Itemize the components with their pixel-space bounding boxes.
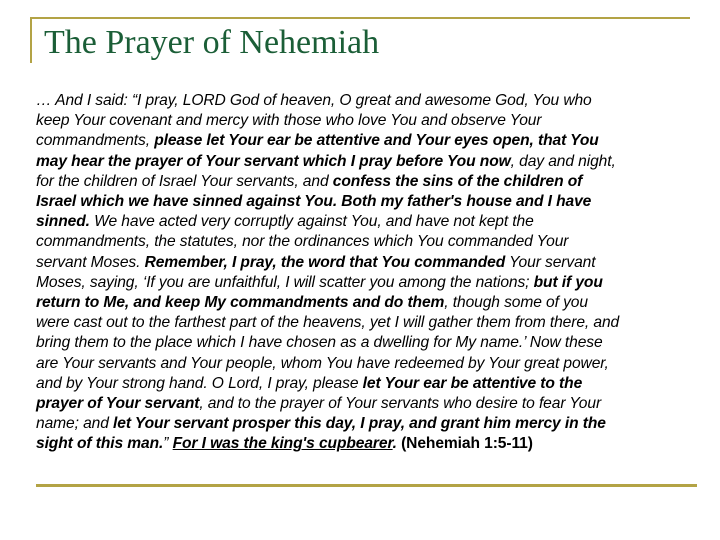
passage-text: , day and night, bbox=[510, 152, 616, 170]
top-divider bbox=[30, 17, 690, 19]
emphasis-text: sinned. bbox=[36, 213, 90, 231]
emphasis-text: please let Your ear be attentive and Your eyes open, that You bbox=[154, 132, 599, 150]
emphasis-text: but if you bbox=[533, 273, 603, 291]
passage-line bbox=[36, 333, 619, 353]
bottom-divider bbox=[36, 484, 697, 487]
passage-text: ” bbox=[163, 435, 173, 453]
emphasis-text: let Your ear be attentive to the bbox=[362, 374, 583, 392]
passage-line bbox=[36, 414, 619, 434]
passage-line bbox=[36, 212, 619, 232]
passage-line bbox=[36, 394, 619, 414]
passage-text: for the children of Israel Your servants, and bbox=[36, 172, 333, 190]
passage-text: Your servant bbox=[505, 253, 596, 271]
passage-line bbox=[36, 131, 619, 151]
passage-text: , and to the prayer of Your servants who desire to fear Your bbox=[199, 395, 602, 413]
passage-line bbox=[36, 434, 619, 454]
passage-text: and by Your strong hand. O Lord, I pray, please bbox=[36, 374, 363, 392]
scripture-reference: (Nehemiah 1:5-11) bbox=[401, 435, 533, 453]
emphasis-underlined-text: For I was the king's cupbearer bbox=[172, 435, 393, 453]
passage-line bbox=[36, 293, 619, 313]
passage-text: are Your servants and Your people, whom You have redeemed by Your great power, bbox=[36, 354, 609, 372]
passage-text: Moses, saying, ‘If you are unfaithful, I will scatter you among the nations; bbox=[36, 273, 534, 291]
emphasis-text: let Your servant prosper this day, I pray, and grant him mercy in the bbox=[113, 415, 606, 433]
emphasis-text: prayer of Your servant bbox=[36, 395, 200, 413]
passage-line bbox=[36, 111, 619, 131]
passage-line bbox=[36, 253, 619, 273]
passage-text: … And I said: “I pray, LORD God of heaven, O great and awesome God, You who bbox=[36, 92, 592, 109]
passage-line bbox=[36, 192, 619, 212]
passage-line bbox=[36, 313, 619, 333]
passage-line bbox=[36, 374, 619, 394]
emphasis-text: may hear the prayer of Your servant which I pray before You now bbox=[36, 152, 511, 170]
passage-text: name; and bbox=[36, 415, 114, 433]
passage-text: servant Moses. bbox=[36, 253, 145, 271]
scripture-passage bbox=[36, 91, 619, 455]
passage-text: bring them to the place which I have chosen as a dwelling for My name.’ Now these bbox=[36, 334, 603, 352]
passage-text: commandments, the statutes, nor the ordinances which You commanded Your bbox=[36, 233, 569, 251]
passage-line bbox=[36, 152, 619, 172]
passage-line bbox=[36, 273, 619, 293]
slide-title: The Prayer of Nehemiah bbox=[44, 24, 380, 61]
emphasis-text: . bbox=[392, 435, 402, 453]
emphasis-text: return to Me, and keep My commandments and do them bbox=[36, 294, 445, 312]
passage-text: were cast out to the farthest part of the heavens, yet I will gather them from there, and bbox=[36, 314, 620, 332]
passage-text: We have acted very corruptly against You, and have not kept the bbox=[89, 213, 534, 231]
emphasis-text: Remember, I pray, the word that You commanded bbox=[144, 253, 506, 271]
passage-text: , though some of you bbox=[444, 294, 588, 312]
title-accent-bar bbox=[30, 17, 32, 63]
passage-line bbox=[36, 354, 619, 374]
emphasis-text: sight of this man. bbox=[36, 435, 164, 453]
emphasis-text: Israel which we have sinned against You. Both my father's house and I have bbox=[36, 193, 592, 211]
passage-line bbox=[36, 232, 619, 252]
emphasis-text: confess the sins of the children of bbox=[332, 172, 583, 190]
passage-line bbox=[36, 91, 619, 111]
passage-text: keep Your covenant and mercy with those who love You and observe Your bbox=[36, 112, 542, 130]
passage-line bbox=[36, 172, 619, 192]
passage-text: commandments, bbox=[36, 132, 155, 150]
